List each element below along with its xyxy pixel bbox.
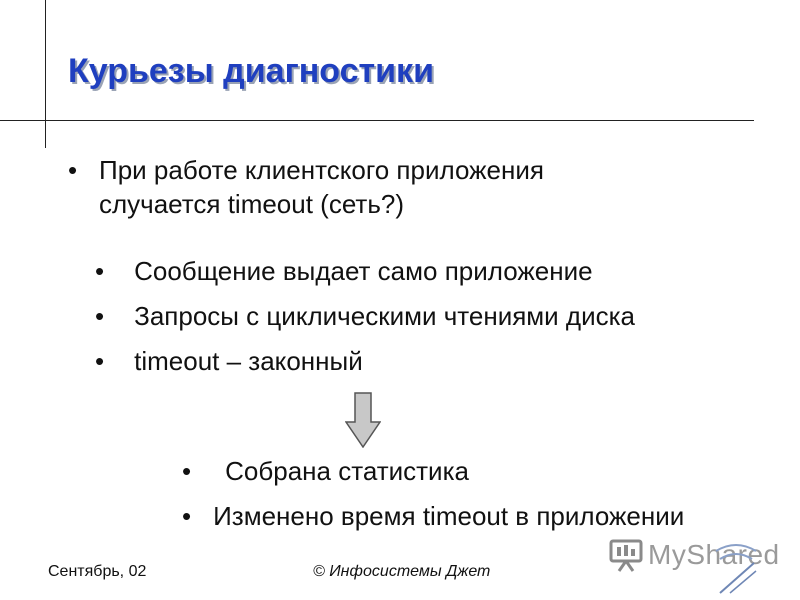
watermark	[606, 535, 796, 595]
main-bullet-line-1: При работе клиентского приложения	[99, 155, 544, 185]
footer-copyright: © Инфосистемы Джет	[313, 563, 491, 580]
horizontal-rule	[0, 120, 754, 121]
result-bullet-text: Изменено время timeout в приложении	[213, 501, 685, 531]
presentation-board-icon	[608, 537, 644, 573]
watermark-text: MyShared	[648, 539, 780, 570]
main-bullet-line-2: случается timeout (сеть?)	[99, 189, 405, 219]
slide-title: Курьезы диагностики	[68, 52, 434, 90]
main-bullet	[68, 153, 544, 221]
bullet-dot: •	[95, 346, 105, 376]
down-arrow-icon	[345, 392, 381, 448]
sub-bullet	[95, 254, 593, 288]
bullet-dot: •	[68, 155, 78, 185]
sub-bullet-text: timeout – законный	[134, 346, 363, 376]
bullet-dot: •	[95, 301, 105, 331]
result-bullet-text: Собрана статистика	[225, 456, 469, 486]
sub-bullet	[95, 344, 363, 378]
bullet-dot: •	[182, 456, 192, 486]
sub-bullet-text: Запросы с циклическими чтениями диска	[134, 301, 636, 331]
footer-date: Сентябрь, 02	[48, 563, 147, 580]
bullet-dot: •	[95, 256, 105, 286]
bullet-dot: •	[182, 501, 192, 531]
sub-bullet	[95, 299, 635, 333]
company-logo-icon	[710, 537, 762, 595]
result-bullet	[182, 454, 469, 488]
result-bullet	[182, 499, 684, 533]
sub-bullet-text: Сообщение выдает само приложение	[134, 256, 593, 286]
vertical-rule	[45, 0, 46, 148]
